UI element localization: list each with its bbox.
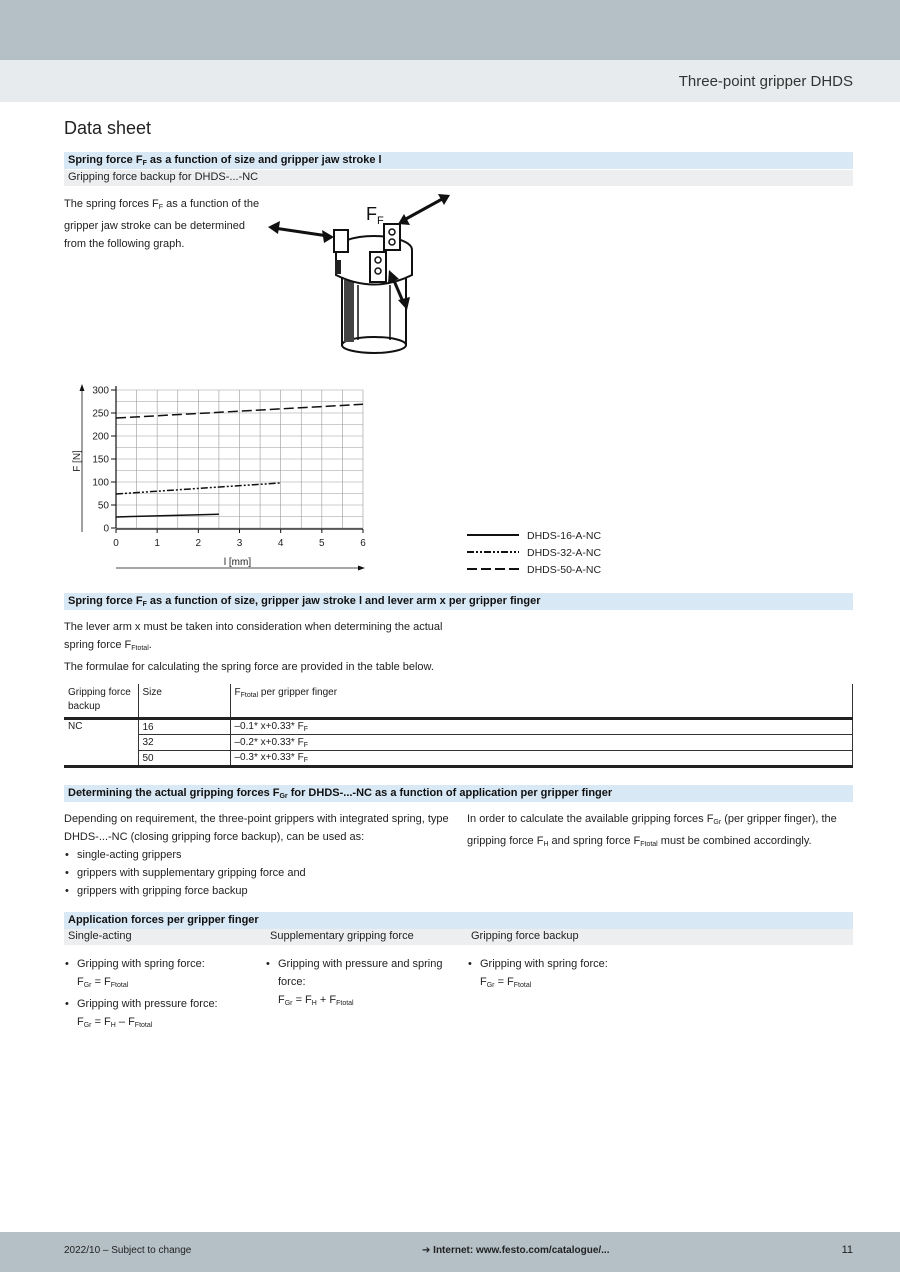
app-col-supplementary	[265, 955, 455, 1013]
y-tick-label: 300	[92, 385, 109, 397]
cell-formula	[230, 735, 853, 751]
spring-force-chart	[64, 382, 624, 578]
x-tick-label: 1	[154, 538, 160, 549]
supplementary-list	[265, 955, 455, 1013]
section-bar-actual-forces	[64, 785, 853, 802]
list-item: • grippers with gripping force backup	[64, 882, 459, 900]
th-ftotal-rest: per gripper finger	[258, 687, 338, 698]
s3-right-l2c: must be combined accordingly.	[657, 835, 812, 847]
section1-bar-sub: F	[142, 160, 147, 167]
section2-bar-sub: F	[142, 601, 147, 608]
s2-para-line3: The formulae for calculating the spring force are provided in the table below.	[64, 661, 434, 673]
section-bar-lever-arm	[64, 593, 853, 610]
table-row	[64, 735, 853, 751]
x-arrow-head	[358, 566, 365, 571]
cell-formula	[230, 719, 853, 735]
th-gripping-backup: Gripping force backup	[64, 684, 138, 719]
th-ftotal-main: F	[234, 687, 241, 698]
legend-label: DHDS-16-A-NC	[527, 530, 602, 542]
ff-label-main: F	[366, 204, 377, 224]
cell-backup: NC	[64, 719, 138, 767]
s1-para-line2: gripper jaw stroke can be determined	[64, 220, 245, 232]
list-item	[265, 955, 455, 1013]
c3-fs1: Gr	[486, 982, 495, 989]
x-tick-label: 4	[277, 538, 284, 549]
s1-para-line3: from the following graph.	[64, 238, 185, 250]
x-axis-label: l [mm]	[223, 557, 252, 568]
legend-label: DHDS-32-A-NC	[527, 547, 602, 559]
y-tick-label: 0	[103, 523, 109, 535]
footer-link-text: Internet: www.festo.com/catalogue/...	[430, 1245, 610, 1256]
s3-right-l2a: gripping force F	[467, 835, 544, 847]
x-tick-label: 2	[195, 538, 202, 549]
s2-para-line1: The lever arm x must be taken into consideration when determining the actual	[64, 621, 443, 633]
list-item: • single-acting grippers	[64, 846, 459, 864]
list-item	[467, 955, 667, 995]
section1-bar-rest: as a function of size and gripper jaw stroke l	[146, 154, 382, 166]
y-tick-label: 100	[92, 477, 109, 489]
c3-fs2: Ftotal	[513, 982, 532, 989]
c2-fs3: Ftotal	[336, 1000, 354, 1007]
s3-right-l1sub: Gr	[713, 819, 722, 826]
formula-text: –0.2* x+0.33* F	[234, 736, 304, 748]
c1-bullet1: Gripping with spring force:	[77, 958, 205, 970]
footer-date: 2022/10 – Subject to change	[64, 1245, 192, 1256]
section3-right	[467, 810, 857, 854]
y-axis-label: F [N]	[72, 450, 83, 472]
s3-left-line1: Depending on requirement, the three-point grippers with integrated spring, type	[64, 813, 449, 825]
page-title: Data sheet	[64, 118, 152, 138]
s3-right-l2sub1: H	[543, 841, 549, 848]
section3-bar-sub: Gr	[279, 793, 288, 800]
section1-paragraph	[64, 195, 264, 253]
section3-left	[64, 810, 459, 900]
c2-fs1: Gr	[284, 1000, 293, 1007]
list-item	[64, 955, 259, 995]
ff-label	[366, 204, 384, 227]
c2-bullet1b: force:	[278, 976, 306, 988]
jaw-left	[334, 230, 348, 252]
c3-f: F	[480, 976, 487, 988]
th-ftotal-sub: Ftotal	[240, 692, 259, 699]
s3-left-line2: DHDS-...-NC (closing gripping force backup), can be used as:	[64, 831, 365, 843]
c1-f2s2: H	[110, 1022, 116, 1029]
s2-para-line2: spring force F	[64, 639, 132, 651]
c1-f2s3: Ftotal	[134, 1022, 153, 1029]
th-ftotal	[230, 684, 853, 719]
spring-force-table	[64, 684, 853, 768]
formula-sub: F	[303, 741, 308, 749]
single-acting-list	[64, 955, 259, 1035]
s1-para-line1: The spring forces F	[64, 198, 159, 210]
c1-f2: F	[77, 1016, 84, 1028]
s2-para-end: .	[148, 639, 152, 651]
backup-list	[467, 955, 667, 995]
section2-bar-text: Spring force F	[68, 595, 143, 607]
section2-paragraph	[64, 618, 504, 676]
table-row	[64, 719, 853, 735]
section1-bar-text: Spring force F	[68, 154, 143, 166]
s2-para-sub: Ftotal	[131, 645, 149, 652]
formula-text: –0.3* x+0.33* F	[234, 752, 304, 763]
col-title-supplementary: Supplementary gripping force	[270, 930, 414, 942]
c1-f1s1: Gr	[83, 982, 92, 989]
sub-bar-gripping-backup: Gripping force backup for DHDS-...-NC	[64, 170, 853, 186]
c2-bullet1a: Gripping with pressure and spring	[278, 958, 443, 970]
cell-size: 50	[138, 751, 230, 767]
jaw-right	[384, 224, 400, 250]
usage-list	[64, 846, 459, 900]
c2-f: F	[278, 994, 285, 1006]
y-tick-label: 250	[92, 408, 109, 420]
gripper-illustration	[262, 190, 462, 360]
x-tick-label: 6	[360, 538, 366, 549]
x-tick-label: 5	[319, 538, 325, 549]
s3-right-l1a: In order to calculate the available gripping forces F	[467, 813, 714, 825]
table-header-row	[64, 684, 853, 719]
s1-para-line1-rest: as a function of the	[163, 198, 260, 210]
y-tick-label: 200	[92, 431, 109, 443]
gripper-shadow	[344, 280, 354, 342]
x-tick-label: 3	[236, 538, 243, 549]
section3-bar-rest: for DHDS-...-NC as a function of application per gripper finger	[287, 787, 613, 799]
top-band	[0, 0, 900, 60]
y-tick-label: 50	[97, 500, 109, 512]
footer-catalogue-link[interactable]	[422, 1245, 610, 1256]
c1-bullet2: Gripping with pressure force:	[77, 998, 218, 1010]
x-tick-label: 0	[113, 538, 119, 549]
cell-size: 32	[138, 735, 230, 751]
ff-label-sub: F	[377, 215, 384, 227]
header-title: Three-point gripper DHDS	[678, 73, 853, 90]
c1-f1: F	[77, 976, 84, 988]
cell-size: 16	[138, 719, 230, 735]
y-arrow-head	[80, 384, 85, 391]
app-col-backup	[467, 955, 667, 995]
legend-label: DHDS-50-A-NC	[527, 564, 602, 576]
s3-right-l2sub2: Ftotal	[640, 841, 658, 848]
section2-bar-rest: as a function of size, gripper jaw stroke l and lever arm x per gripper finger	[146, 595, 541, 607]
c1-f1s2: Ftotal	[110, 982, 129, 989]
col-title-single-acting: Single-acting	[68, 930, 132, 942]
c2-fm2: + F	[316, 994, 337, 1006]
app-col-single	[64, 955, 259, 1035]
c3-bullet1: Gripping with spring force:	[480, 958, 608, 970]
cell-formula	[230, 751, 853, 767]
list-item: • grippers with supplementary gripping force and	[64, 864, 459, 882]
c2-fm: = F	[292, 994, 312, 1006]
arrow-right-icon: ➔	[422, 1245, 431, 1256]
formula-sub: F	[303, 726, 308, 733]
col-title-backup: Gripping force backup	[471, 930, 579, 942]
formula-sub: F	[303, 757, 308, 764]
arrow-left	[274, 228, 328, 236]
c1-f2m: = F	[91, 1016, 111, 1028]
c3-fm: = F	[494, 976, 514, 988]
c1-f1m: = F	[91, 976, 111, 988]
c2-fs2: H	[311, 1000, 317, 1007]
s3-right-l1b: (per gripper finger), the	[721, 813, 837, 825]
c1-f2m2: – F	[115, 1016, 135, 1028]
sub-bar-columns	[64, 929, 853, 945]
formula-text: –0.1* x+0.33* F	[234, 721, 304, 732]
section-bar-application-forces: Application forces per gripper finger	[64, 912, 853, 929]
list-item	[64, 995, 259, 1035]
section-bar-spring-force	[64, 152, 853, 169]
page-number: 11	[841, 1244, 853, 1256]
th-size: Size	[138, 684, 230, 719]
arrow-right	[404, 198, 444, 220]
s1-para-sub: F	[158, 204, 164, 211]
s3-right-l2b: and spring force F	[548, 835, 641, 847]
table-row	[64, 751, 853, 767]
section3-bar-text: Determining the actual gripping forces F	[68, 787, 280, 799]
c1-f2s1: Gr	[83, 1022, 92, 1029]
y-tick-label: 150	[92, 454, 109, 466]
